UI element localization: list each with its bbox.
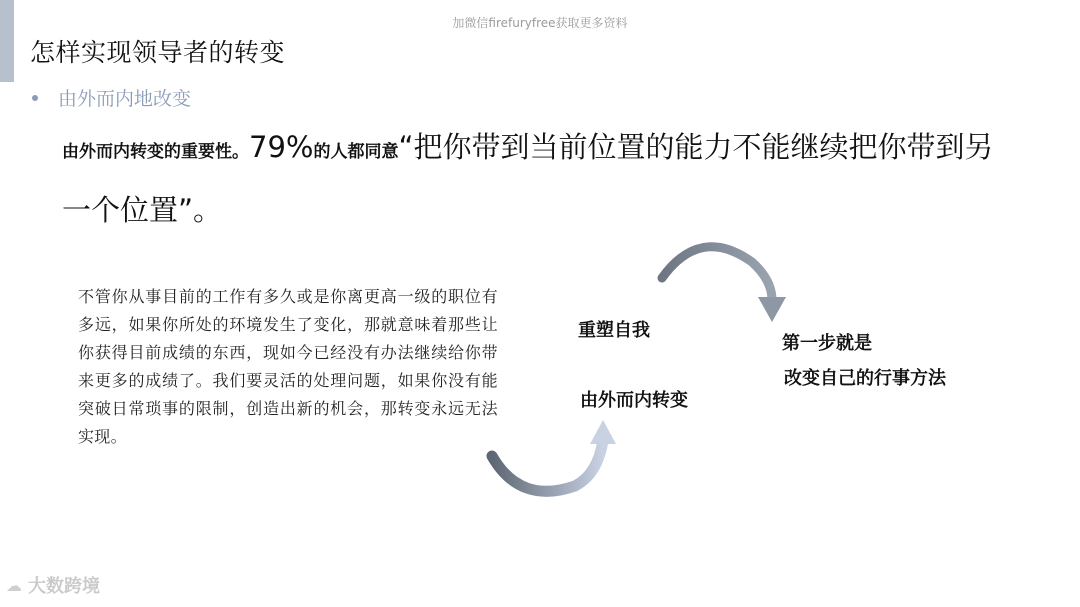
statement-agree: 的人都同意 [313, 142, 399, 162]
statement-intro: 由外而内转变的重要性。 [62, 142, 249, 162]
diagram-label-outside-in: 由外而内转变 [580, 390, 688, 411]
dragon-logo-icon: ☁︎ [6, 575, 22, 595]
top-watermark: 加微信firefuryfree获取更多资料 [452, 16, 628, 30]
body-paragraph: 不管你从事目前的工作有多久或是你离更高一级的职位有多远，如果你所处的环境发生了变化，那就意味着那些让你获得目前成绩的东西，现如今已经没有办法继续给你带来更多的成绩了。我们要灵活的处理问题，如果你没有能突破日常琐事的限制，创造出新的机会，那转变永远无法实现。 [78, 287, 498, 446]
diagram-label-first-step: 第一步就是 [782, 333, 872, 354]
brand-watermark [6, 572, 100, 598]
statement-percent: 79% [249, 130, 314, 164]
statement-quote: “把你带到当前位置的能力不能继续把你带到另一个位置”。 [62, 130, 994, 227]
diagram-label-change-method: 改变自己的行事方法 [784, 368, 946, 389]
bullet-text: 由外而内地改变 [58, 88, 192, 110]
top-curved-arrow-icon [662, 247, 786, 322]
diagram-label-reshape: 重塑自我 [578, 320, 650, 341]
slide-title: 怎样实现领导者的转变 [30, 38, 286, 67]
bottom-curved-arrow-icon [492, 420, 616, 491]
brand-watermark-text: 大数跨境 [28, 576, 100, 597]
